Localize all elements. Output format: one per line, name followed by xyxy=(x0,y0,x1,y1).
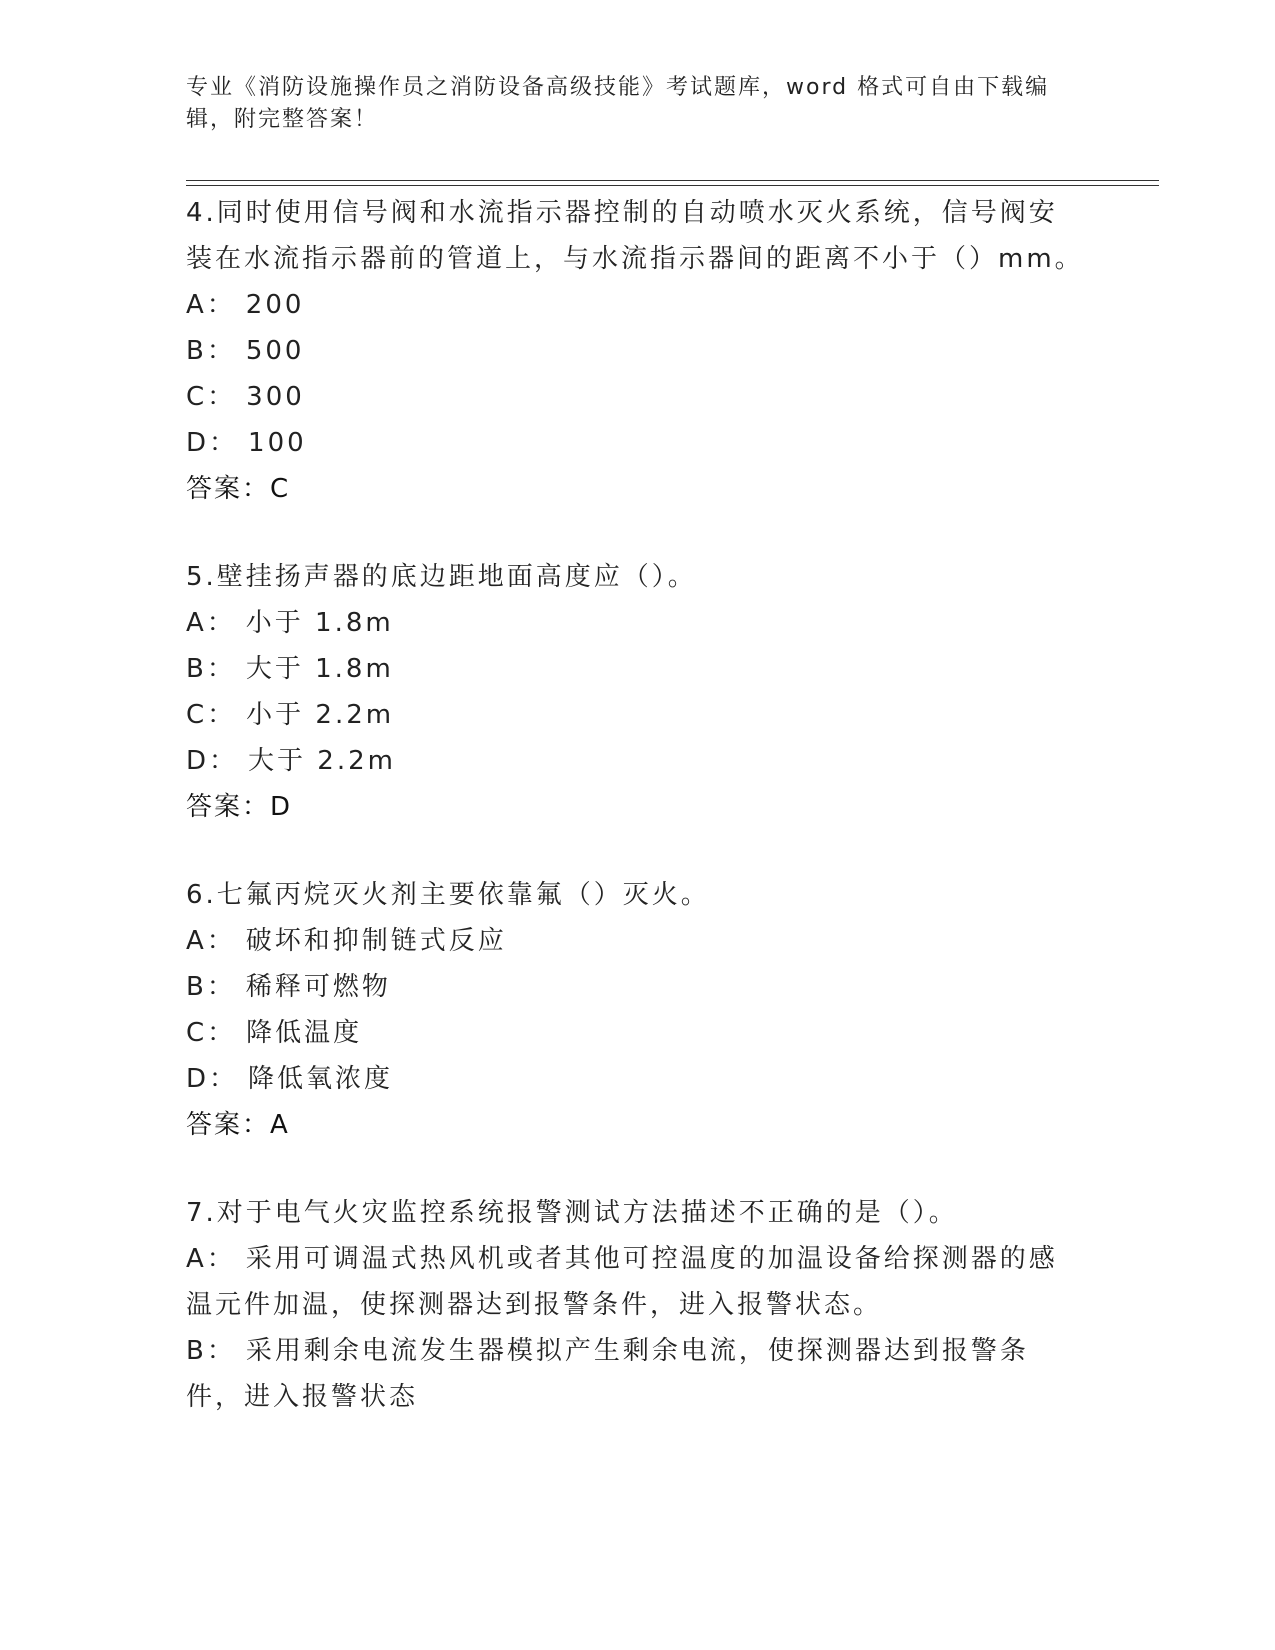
header-divider-top xyxy=(186,180,1159,181)
option-a xyxy=(186,282,1086,328)
option-text: 小于 1.8m xyxy=(245,608,394,638)
option-label: C： xyxy=(186,382,237,412)
option-c xyxy=(186,374,1086,420)
option-label: D： xyxy=(186,1064,239,1094)
document-header xyxy=(186,72,1086,136)
answer-line: 答案：C xyxy=(186,474,291,504)
option-text: 300 xyxy=(246,382,305,412)
question-6 xyxy=(186,872,1086,1148)
stem-line: 6.七氟丙烷灭火剂主要依靠氟（）灭火。 xyxy=(186,880,710,910)
option-label: B： xyxy=(186,336,236,366)
option-a xyxy=(186,1236,1086,1328)
option-label: D： xyxy=(186,428,239,458)
option-label: B： xyxy=(186,1336,236,1366)
answer-line: 答案：D xyxy=(186,792,293,822)
option-label: A： xyxy=(186,290,236,320)
option-label: B： xyxy=(186,654,236,684)
option-text: 大于 1.8m xyxy=(245,654,394,684)
option-d xyxy=(186,420,1086,466)
question-stem xyxy=(186,872,1086,918)
option-text: 小于 2.2m xyxy=(246,700,395,730)
option-text: 降低温度 xyxy=(246,1018,363,1048)
option-a xyxy=(186,600,1086,646)
option-label: A： xyxy=(186,608,236,638)
option-d xyxy=(186,1056,1086,1102)
question-4 xyxy=(186,190,1086,512)
option-label: B： xyxy=(186,972,236,1002)
answer-line: 答案：A xyxy=(186,1110,290,1140)
question-stem xyxy=(186,1190,1086,1236)
option-text: 大于 2.2m xyxy=(248,746,396,776)
option-c xyxy=(186,692,1086,738)
stem-line: 装在水流指示器前的管道上，与水流指示器间的距离不小于（）mm。 xyxy=(186,244,1084,274)
option-text: 降低氧浓度 xyxy=(248,1064,394,1094)
question-stem xyxy=(186,190,1086,282)
option-d xyxy=(186,738,1086,784)
stem-line: 5.壁挂扬声器的底边距地面高度应（）。 xyxy=(186,562,697,592)
question-5 xyxy=(186,554,1086,830)
stem-line: 7.对于电气火灾监控系统报警测试方法描述不正确的是（）。 xyxy=(186,1198,958,1228)
question-list xyxy=(186,190,1086,1462)
option-text: 500 xyxy=(245,336,305,366)
header-line-2: 辑，附完整答案！ xyxy=(186,107,379,132)
option-a xyxy=(186,918,1086,964)
question-stem xyxy=(186,554,1086,600)
option-b xyxy=(186,646,1086,692)
header-line-1: 专业《消防设施操作员之消防设备高级技能》考试题库，word 格式可自由下载编 xyxy=(186,75,1050,100)
option-text: 稀释可燃物 xyxy=(245,972,391,1002)
option-text: 100 xyxy=(248,428,307,458)
option-text: 采用可调温式热风机或者其他可控温度的加温设备给探测器的感温元件加温，使探测器达到报警条件，进入报警状态。 xyxy=(186,1244,1058,1320)
option-text: 200 xyxy=(245,290,305,320)
option-text: 采用剩余电流发生器模拟产生剩余电流，使探测器达到报警条件，进入报警状态 xyxy=(186,1336,1029,1412)
option-label: C： xyxy=(186,700,237,730)
question-7 xyxy=(186,1190,1086,1420)
option-label: A： xyxy=(186,926,236,956)
option-text: 破坏和抑制链式反应 xyxy=(245,926,507,956)
option-label: A： xyxy=(186,1244,236,1274)
option-b xyxy=(186,328,1086,374)
stem-line: 4.同时使用信号阀和水流指示器控制的自动喷水灭火系统，信号阀安 xyxy=(186,198,1058,228)
option-label: D： xyxy=(186,746,239,776)
option-c xyxy=(186,1010,1086,1056)
option-label: C： xyxy=(186,1018,237,1048)
header-divider-bottom xyxy=(186,185,1159,186)
option-b xyxy=(186,964,1086,1010)
option-b xyxy=(186,1328,1086,1420)
